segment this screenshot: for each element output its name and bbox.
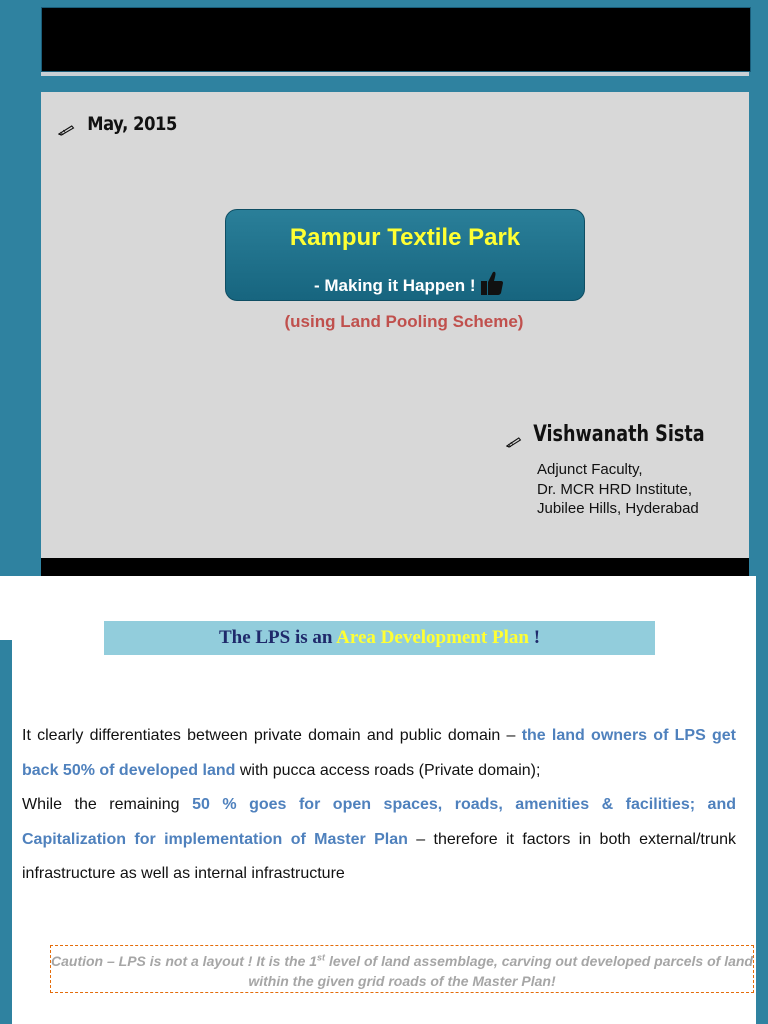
para1-emphasis: the land owners of LPS get back 50% of developed land <box>22 727 736 779</box>
heading-suffix: ! <box>533 627 541 648</box>
para2-text-end: – therefore it factors in both external/trunk infrastructure as well as internal infrastructure <box>22 830 737 882</box>
pen-bullet-icon <box>58 119 75 131</box>
title-bar <box>41 7 751 72</box>
caution-text-end: level of land assemblage, carving out developed parcels of land within the given grid roads of the Master Plan! <box>248 953 753 989</box>
para2-text: While the remaining <box>22 796 180 813</box>
right-frame-strip <box>756 576 768 1024</box>
heading-prefix: The LPS is an <box>218 627 333 648</box>
pen-bullet-icon <box>506 429 522 441</box>
slide-heading <box>104 621 655 655</box>
presentation-subtitle: - Making it Happen ! <box>314 276 476 295</box>
thumbs-up-icon <box>480 270 504 301</box>
subtitle-row <box>314 270 504 301</box>
divider-line <box>41 72 749 76</box>
body-text <box>22 719 736 892</box>
presentation-title: Rampur Textile Park <box>289 224 521 251</box>
heading-highlight: Area Development Plan <box>336 627 529 648</box>
bottom-bar <box>41 558 749 576</box>
left-frame-strip <box>0 640 12 1024</box>
presentation-date: May, 2015 <box>87 113 177 135</box>
date-row <box>58 113 177 135</box>
para1-text-end: with pucca access roads (Private domain); <box>239 761 541 779</box>
author-name: Vishwanath Sista <box>533 422 705 447</box>
paragraph-2 <box>22 788 736 892</box>
affiliation-line: Dr. MCR HRD Institute, <box>537 480 693 498</box>
content-slide <box>0 576 768 1024</box>
caution-box <box>50 945 754 993</box>
para1-text: It clearly differentiates between private domain and public domain – <box>22 727 516 744</box>
para2-emphasis: 50 % goes for open spaces, roads, amenities & facilities; and Capitalization for implementation of Master Plan <box>22 796 737 848</box>
affiliation-line: Adjunct Faculty, <box>537 461 643 478</box>
caution-text: Caution – LPS is not a layout ! It is the 1 <box>51 953 318 969</box>
title-box <box>225 209 585 301</box>
caution-superscript: st <box>317 952 326 963</box>
paragraph-1 <box>22 719 736 788</box>
author-row <box>506 422 705 447</box>
author-affiliation <box>537 460 699 519</box>
affiliation-line: Jubilee Hills, Hyderabad <box>537 500 699 517</box>
scheme-note: (using Land Pooling Scheme) <box>284 312 524 331</box>
